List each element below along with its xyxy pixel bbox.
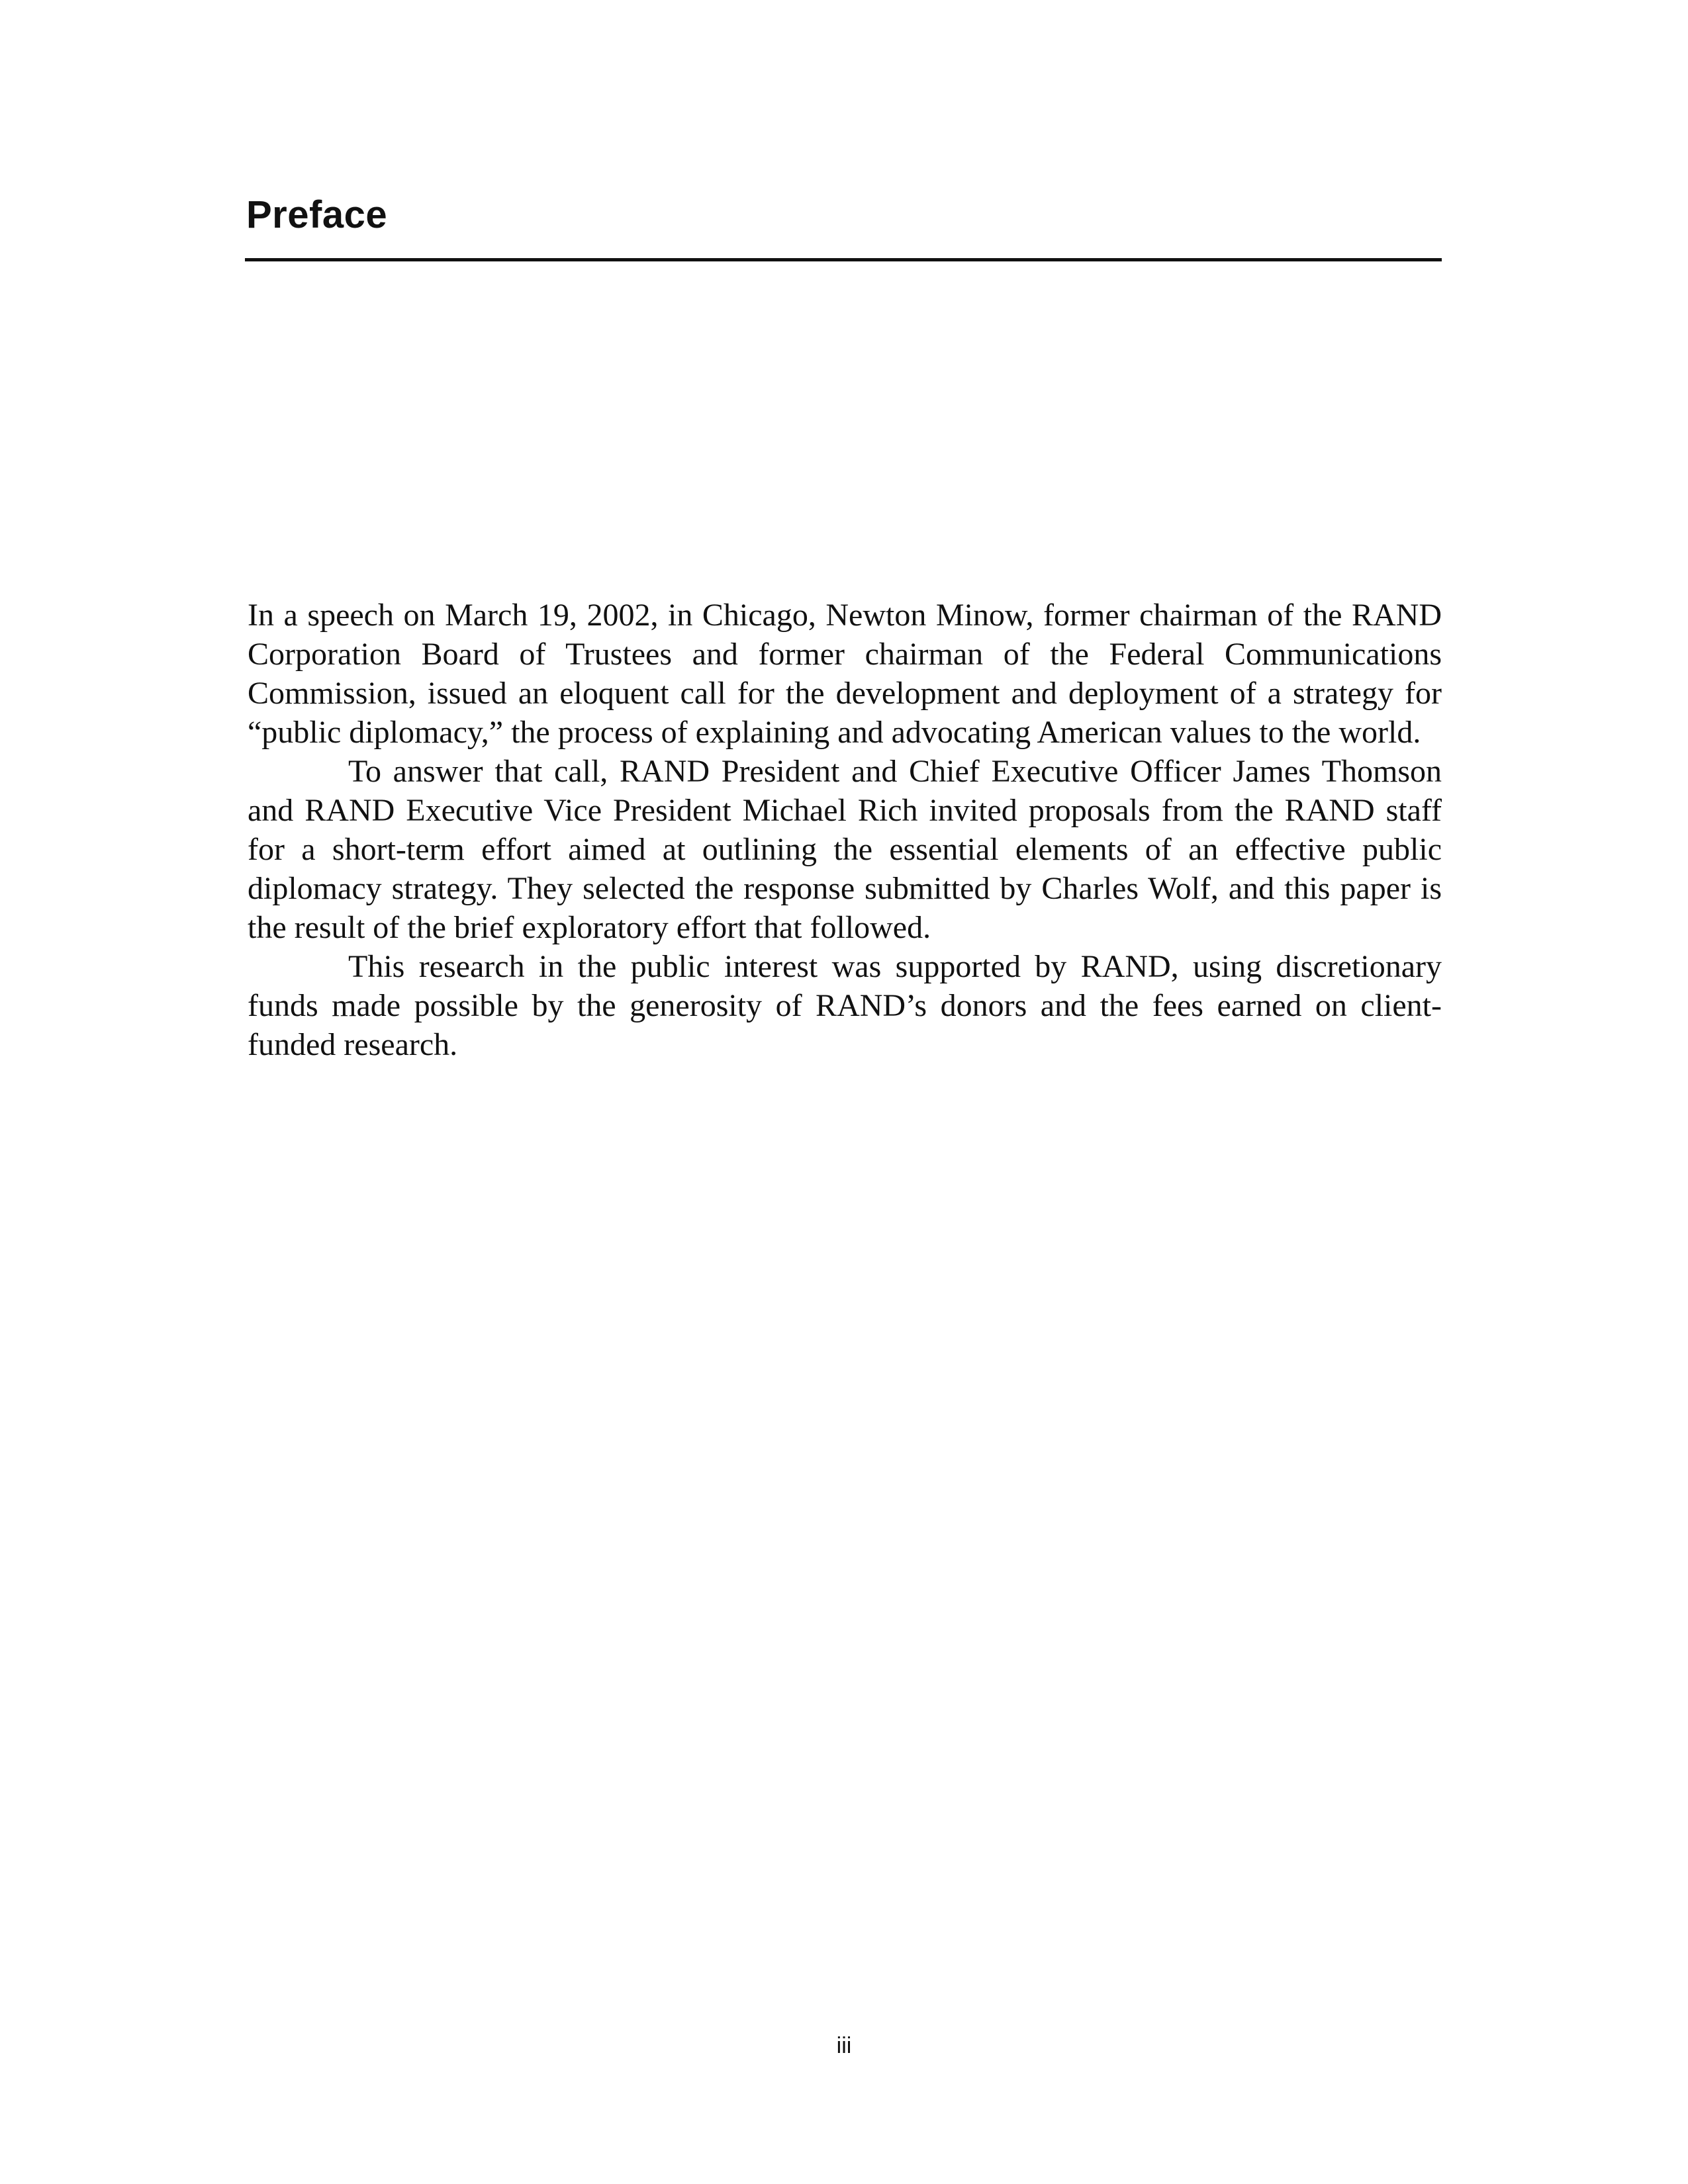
body-text — [248, 596, 1442, 1064]
paragraph-3: This research in the public interest was supported by RAND, using discretionary funds made possible by the generosity of RAND’s donors and the fees earned on client-funded research. — [248, 949, 1442, 1062]
page-number: iii — [836, 2033, 852, 2058]
paragraph-2: To answer that call, RAND President and Chief Executive Officer James Thomson and RAND Executive Vice President Michael Rich invited proposals from the RAND staff for a short-term effort aimed at outlining the essential elements of an effective public diplomacy strategy. They selected the response submitted by Charles Wolf, and this paper is the result of the brief exploratory effort that followed. — [248, 754, 1442, 945]
page-title: Preface — [246, 193, 388, 236]
paragraph-1: In a speech on March 19, 2002, in Chicago, Newton Minow, former chairman of the RAND Corporation Board of Trustees and former chairman of the Federal Communications Commission, issued an eloquent call for the development and deployment of a strategy for “public diplomacy,” the process of explaining and advocating American values to the world. — [248, 598, 1442, 750]
title-divider — [245, 258, 1442, 261]
